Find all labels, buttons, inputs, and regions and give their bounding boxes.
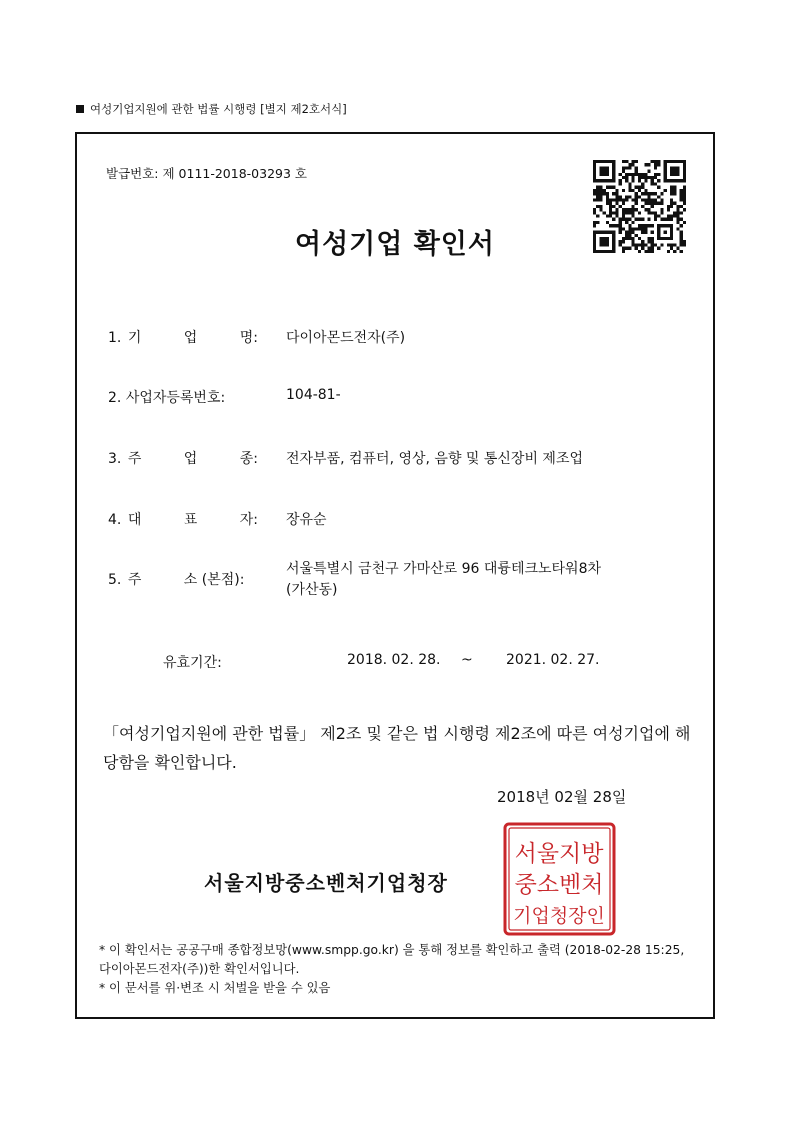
certificate-frame bbox=[75, 132, 715, 1019]
validity-label: 유효기간: bbox=[163, 655, 222, 671]
company-name-value: 다이아몬드전자(주) bbox=[286, 330, 406, 346]
form-reference-text: 여성기업지원에 관한 법률 시행령 [별지 제2호서식] bbox=[90, 102, 347, 116]
address-value-line2: (가산동) bbox=[286, 582, 338, 598]
validity-start: 2018. 02. 28. bbox=[347, 652, 441, 668]
validity-separator: ~ bbox=[461, 652, 473, 668]
document-title: 여성기업 확인서 bbox=[295, 229, 495, 260]
field-5-label: 5. 주 소 (본점): bbox=[108, 572, 245, 588]
issue-number: 발급번호: 제 0111-2018-03293 호 bbox=[106, 166, 307, 181]
address-value: 서울특별시 금천구 가마산로 96 대륭테크노타워8차 bbox=[286, 561, 602, 577]
note-1: * 이 확인서는 공공구매 종합정보망(www.smpp.go.kr) 을 통해 정보를 확인하고 출력 (2018-02-28 15:25, 다이아몬드전자(주))한 확인서입니다. bbox=[99, 943, 685, 976]
form-reference bbox=[76, 101, 347, 117]
seal-line-1: 서울지방 bbox=[514, 841, 604, 867]
issuer-name: 서울지방중소벤처기업청장 bbox=[204, 871, 448, 895]
field-3-label: 3. 주 업 종: bbox=[108, 451, 259, 467]
industry-value: 전자부품, 컴퓨터, 영상, 음향 및 통신장비 제조업 bbox=[286, 451, 584, 467]
confirmation-statement: 「여성기업지원에 관한 법률」 제2조 및 같은 법 시행령 제2조에 따른 여성기업에 해당함을 확인합니다. bbox=[103, 724, 691, 772]
business-number-value: 104-81- bbox=[286, 387, 341, 403]
seal-line-2: 중소벤처 bbox=[514, 872, 604, 898]
seal-line-3: 기업청장인 bbox=[513, 905, 605, 927]
field-1-label: 1. 기 업 명: bbox=[108, 330, 259, 346]
field-4-label: 4. 대 표 자: bbox=[108, 512, 259, 528]
field-2-label: 2. 사업자등록번호: bbox=[108, 390, 226, 406]
notes bbox=[99, 941, 699, 998]
note-2: * 이 문서를 위·변조 시 처벌을 받을 수 있음 bbox=[99, 981, 331, 995]
square-bullet-icon bbox=[76, 105, 84, 113]
official-seal-icon bbox=[502, 821, 617, 937]
validity-end: 2021. 02. 27. bbox=[506, 652, 600, 668]
issue-date: 2018년 02월 28일 bbox=[497, 788, 627, 806]
representative-value: 장유순 bbox=[286, 512, 327, 528]
